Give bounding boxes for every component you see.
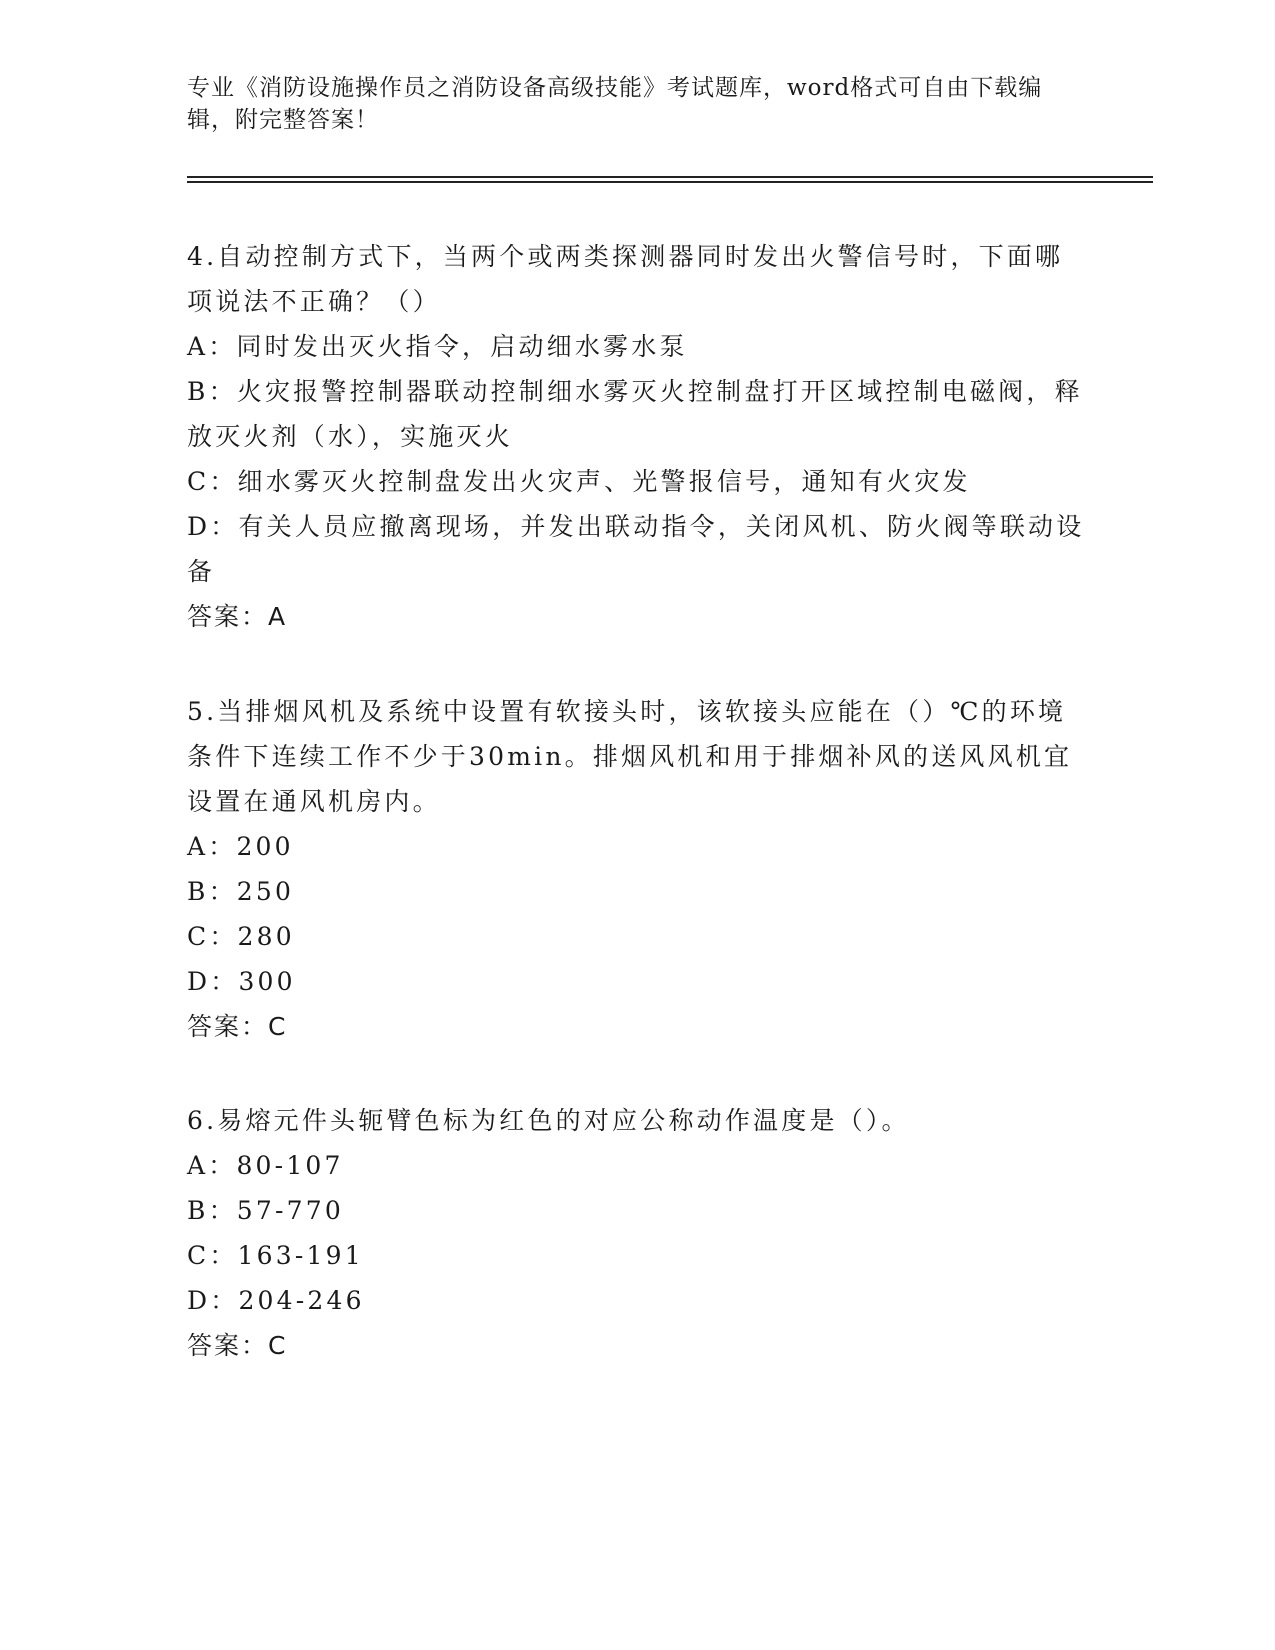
question-5 (187, 689, 1087, 1049)
question-stem: 4.自动控制方式下，当两个或两类探测器同时发出火警信号时，下面哪项说法不正确？（） (187, 242, 1064, 316)
option-b: B：火灾报警控制器联动控制细水雾灭火控制盘打开区域控制电磁阀，释放灭火剂（水），实施灭火 (187, 377, 1083, 451)
option-c: C：280 (187, 922, 295, 951)
answer-label: 答案：A (187, 602, 288, 631)
option-b: B：250 (187, 877, 295, 906)
option-d: D：300 (187, 967, 296, 996)
header-divider-top (187, 176, 1153, 178)
answer-label: 答案：C (187, 1012, 288, 1041)
answer-label: 答案：C (187, 1331, 288, 1360)
option-b: B：57-770 (187, 1196, 344, 1225)
option-a: A：80-107 (187, 1151, 344, 1180)
question-6 (187, 1098, 1087, 1368)
option-d: D：有关人员应撤离现场，并发出联动指令，关闭风机、防火阀等联动设备 (187, 512, 1085, 586)
question-stem: 5.当排烟风机及系统中设置有软接头时，该软接头应能在（）℃的环境条件下连续工作不少于30min。排烟风机和用于排烟补风的送风风机宜设置在通风机房内。 (187, 697, 1073, 816)
header-divider-bottom (187, 181, 1153, 183)
option-c: C：163-191 (187, 1241, 364, 1270)
question-stem: 6.易熔元件头轭臂色标为红色的对应公称动作温度是（）。 (187, 1106, 910, 1135)
option-a: A：同时发出灭火指令，启动细水雾水泵 (187, 332, 688, 361)
option-a: A：200 (187, 832, 294, 861)
option-d: D：204-246 (187, 1286, 365, 1315)
document-intro: 专业《消防设施操作员之消防设备高级技能》考试题库，word格式可自由下载编辑，附完整答案！ (187, 75, 1043, 133)
question-4 (187, 234, 1087, 639)
option-c: C：细水雾灭火控制盘发出火灾声、光警报信号，通知有火灾发 (187, 467, 971, 496)
